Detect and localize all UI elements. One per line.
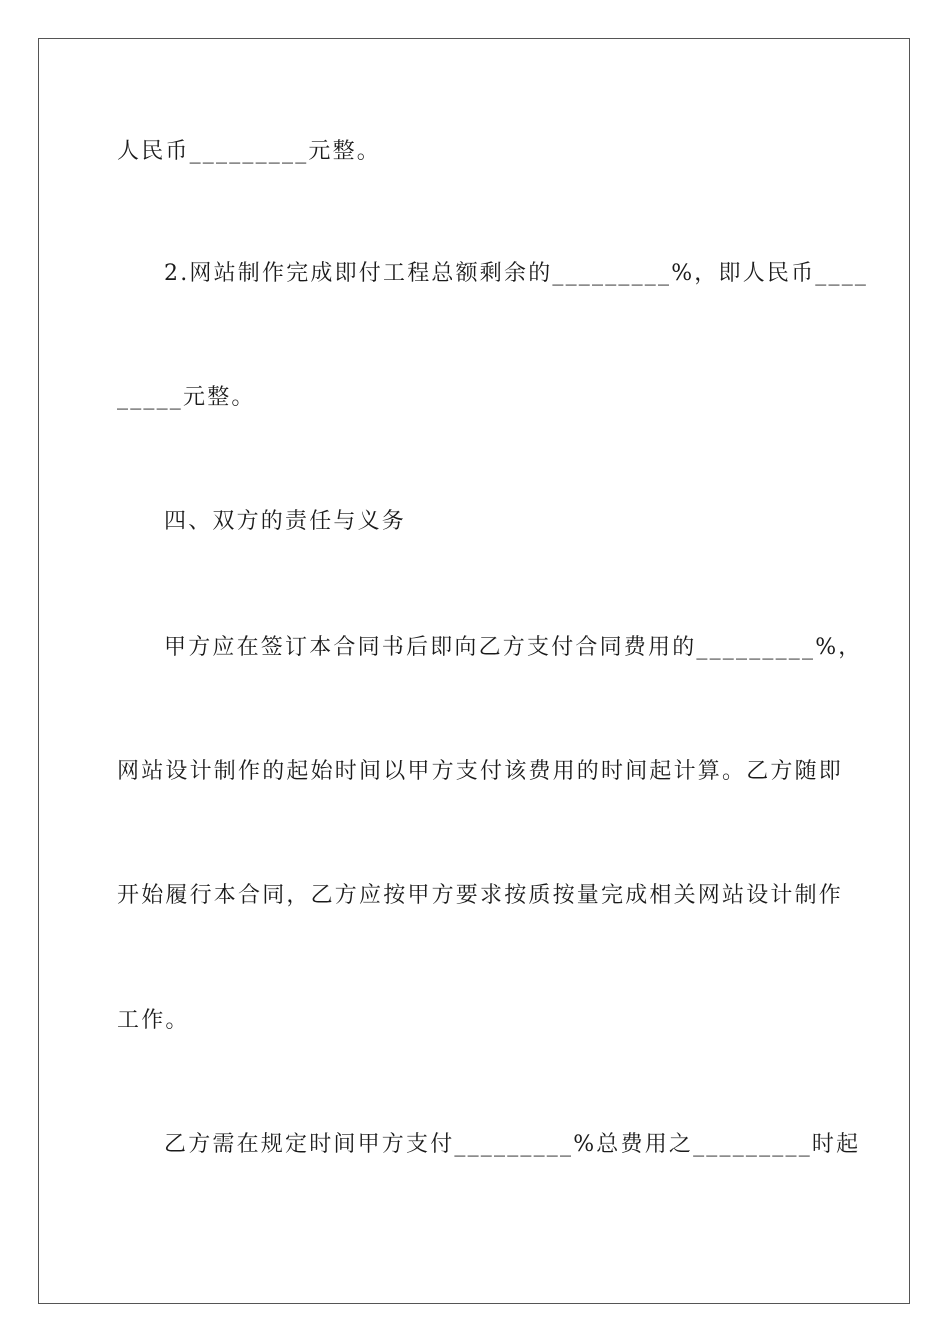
text-line-6: 网站设计制作的起始时间以甲方支付该费用的时间起计算。乙方随即 <box>117 759 844 784</box>
text-line-2: 2.网站制作完成即付工程总额剩余的_________%，即人民币____ <box>164 261 869 286</box>
text-line-1: 人民币_________元整。 <box>117 139 382 164</box>
page-border <box>38 38 910 1304</box>
text-line-3: _____元整。 <box>117 385 256 410</box>
text-line-5: 甲方应在签订本合同书后即向乙方支付合同费用的_________%， <box>164 635 863 660</box>
text-line-8: 工作。 <box>117 1008 190 1033</box>
section-heading: 四、双方的责任与义务 <box>164 509 407 534</box>
text-line-7: 开始履行本合同，乙方应按甲方要求按质按量完成相关网站设计制作 <box>117 883 844 908</box>
text-line-9: 乙方需在规定时间甲方支付_________%总费用之_________时起 <box>164 1132 861 1157</box>
